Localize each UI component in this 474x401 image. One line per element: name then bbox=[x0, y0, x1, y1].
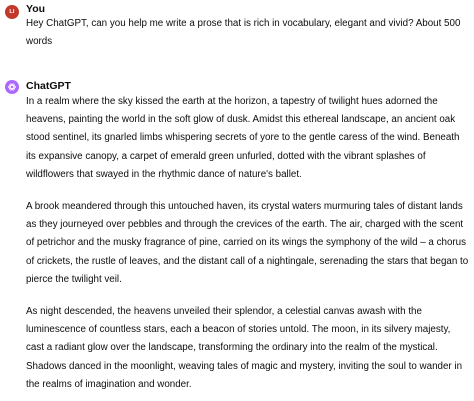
openai-logo-icon bbox=[7, 82, 17, 92]
user-initials: LI bbox=[9, 9, 15, 15]
user-message-text: Hey ChatGPT, can you help me write a prose that is rich in vocabulary, elegant and vivid? About 500 words bbox=[26, 18, 461, 48]
assistant-avatar bbox=[5, 80, 19, 94]
assistant-author-name: ChatGPT bbox=[26, 80, 71, 92]
assistant-paragraph: As night descended, the heavens unveiled their splendor, a celestial canvas awash with the luminescence of countless stars, each a beacon of stories untold. The moon, in its silvery majesty, cast a radiant glow over the landscape, transforming the ordinary into the realm of the mystical. Shadows danced in the moonlight, weaving tales of magic and mystery, inviting the soul to wander in the realms of imagination and wonder. bbox=[26, 306, 463, 390]
assistant-message-text bbox=[26, 93, 470, 394]
assistant-paragraph: A brook meandered through this untouched haven, its crystal waters murmuring tales of distant lands as they journeyed over pebbles and through the crevices of the earth. The air, charged with the scent of petrichor and the musky fragrance of pine, carried on its wings the symphony of the wild – a chorus of crickets, the rustle of leaves, and the distant call of a nightingale, serenading the stars that began to pierce the twilight veil. bbox=[26, 201, 469, 285]
user-author-name: You bbox=[26, 3, 46, 15]
user-avatar bbox=[5, 5, 19, 19]
assistant-paragraph: In a realm where the sky kissed the earth at the horizon, a tapestry of twilight hues adorned the heavens, painting the world in the soft glow of dusk. Amidst this ethereal landscape, an ancient oak stood sentinel, its gnarled limbs whispering secrets of yore to the gentle caress of the wind. Beneath its expansive canopy, a carpet of emerald green unfurled, dotted with the vibrant splashes of wildflowers that swayed in the rhythmic dance of nature's ballet. bbox=[26, 96, 460, 180]
